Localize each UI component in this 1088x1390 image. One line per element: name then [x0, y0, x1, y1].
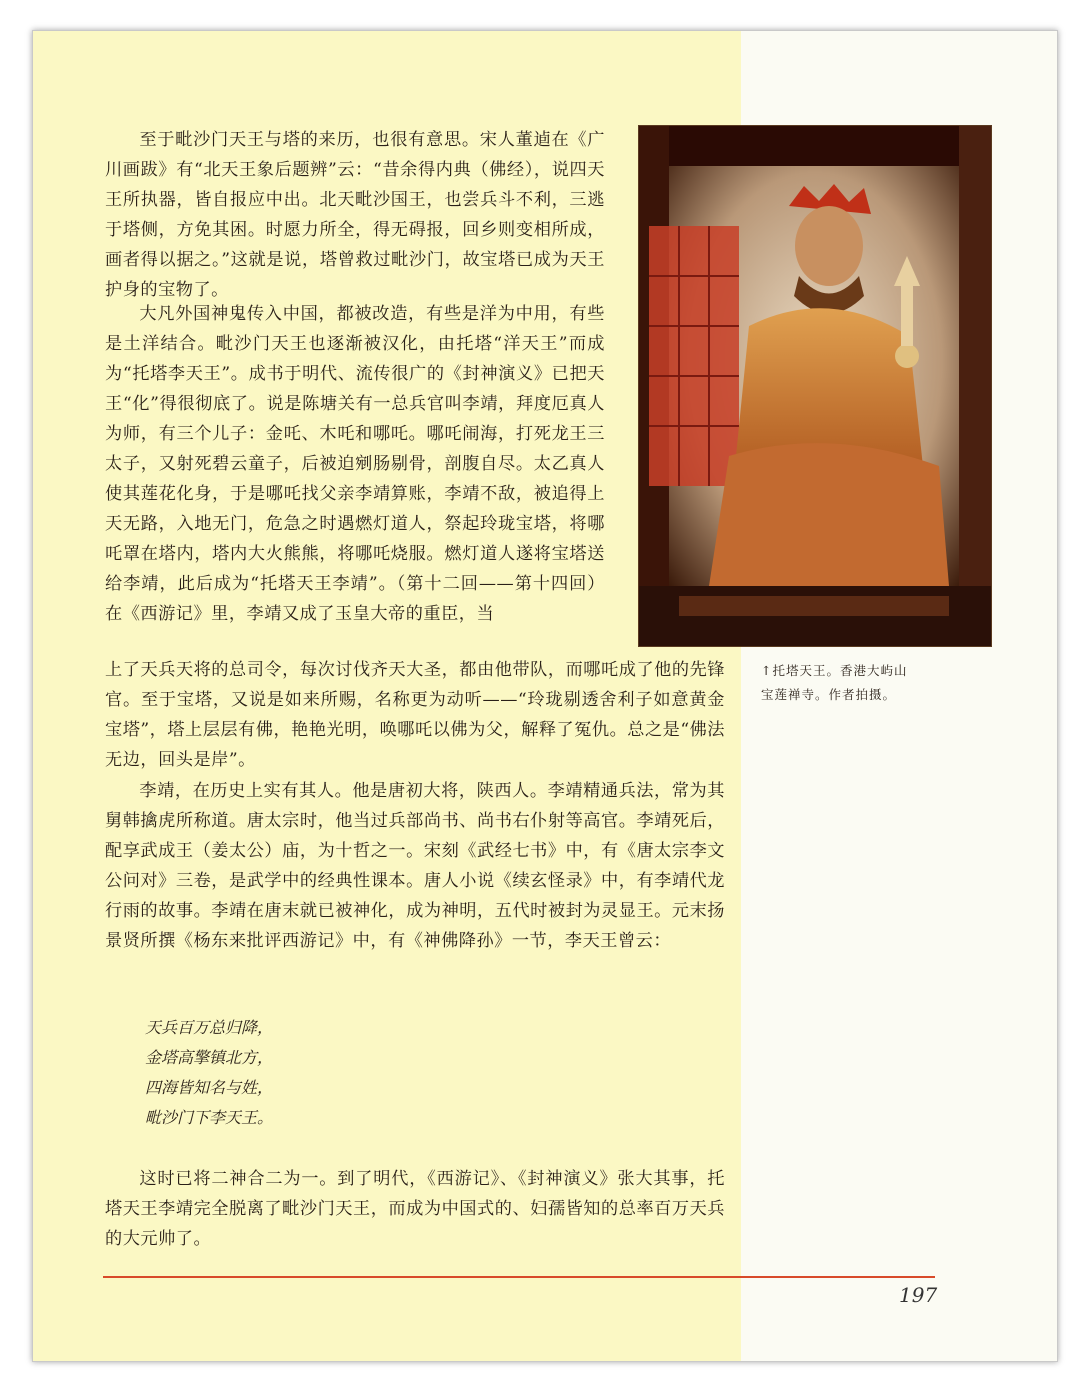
- poem-block: [145, 1013, 273, 1133]
- caption-line-2: 宝莲禅寺。作者拍摄。: [761, 687, 897, 702]
- heavenly-king-statue-photo: [638, 125, 992, 647]
- paragraph-sinicization-cont: 上了天兵天将的总司令，每次讨伐齐天大圣，都由他带队，而哪吒成了他的先锋官。至于宝塔，又说是如来所赐，名称更为动听——“玲珑剔透舍利子如意黄金宝塔”，塔上层层有佛，艳艳光明，唤哪吒以佛为父，解释了冤仇。总之是“佛法无边，回头是岸”。: [105, 660, 725, 770]
- poem-line: 毗沙门下李天王。: [145, 1108, 274, 1127]
- paragraph-pagoda-origin: 至于毗沙门天王与塔的来历，也很有意思。宋人董逌在《广川画跋》有“北天王象后题辨”云：“昔余得内典（佛经），说四天王所执器，皆自报应中出。北天毗沙国王，也尝兵斗不利，三逃于塔侧，方免其困。时愿力所全，得无碍报，回乡则变相所成，画者得以据之。”这就是说，塔曾救过毗沙门，故宝塔已成为天王护身的宝物了。: [105, 130, 605, 300]
- poem-line: 天兵百万总归降，: [145, 1018, 274, 1037]
- paragraph-sinicization: 大凡外国神鬼传入中国，都被改造，有些是洋为中用，有些是土洋结合。毗沙门天王也逐渐被汉化，由托塔“洋天王”而成为“托塔李天王”。成书于明代、流传很广的《封神演义》已把天王“化”得很彻底了。说是陈塘关有一总兵官叫李靖，拜度厄真人为师，有三个儿子：金吒、木吒和哪吒。哪吒闹海，打死龙王三太子，又射死碧云童子，后被迫剜肠剔骨，剖腹自尽。太乙真人使其莲花化身，于是哪吒找父亲李靖算账，李靖不敌，被追得上天无路，入地无门，危急之时遇燃灯道人，祭起玲珑宝塔，将哪吒罩在塔内，塔内大火熊熊，将哪吒烧服。燃灯道人遂将宝塔送给李靖，此后成为“托塔天王李靖”。（第十二回——第十四回）在《西游记》里，李靖又成了玉皇大帝的重臣，当: [105, 304, 605, 624]
- caption-line-1: ↑托塔天王。香港大屿山: [761, 663, 908, 678]
- poem-line: 金塔高擎镇北方，: [145, 1048, 274, 1067]
- book-page: [32, 30, 1058, 1362]
- footer-rule: [103, 1276, 935, 1278]
- poem-line: 四海皆知名与姓，: [145, 1078, 274, 1097]
- paragraph-li-jing-history: 李靖，在历史上实有其人。他是唐初大将，陕西人。李靖精通兵法，常为其舅韩擒虎所称道。唐太宗时，他当过兵部尚书、尚书右仆射等高官。李靖死后，配享武成王（姜太公）庙，为十哲之一。宋刻《武经七书》中，有《唐太宗李文公问对》三卷，是武学中的经典性课本。唐人小说《续玄怪录》中，有李靖代龙行雨的故事。李靖在唐末就已被神化，成为神明，五代时被封为灵显王。元末扬景贤所撰《杨东来批评西游记》中，有《神佛降孙》一节，李天王曾云：: [105, 781, 725, 951]
- paragraph-conclusion: 这时已将二神合二为一。到了明代，《西游记》、《封神演义》张大其事，托塔天王李靖完全脱离了毗沙门天王，而成为中国式的、妇孺皆知的总率百万天兵的大元帅了。: [105, 1169, 725, 1249]
- photo-caption: [761, 659, 961, 707]
- page-number: 197: [899, 1283, 938, 1307]
